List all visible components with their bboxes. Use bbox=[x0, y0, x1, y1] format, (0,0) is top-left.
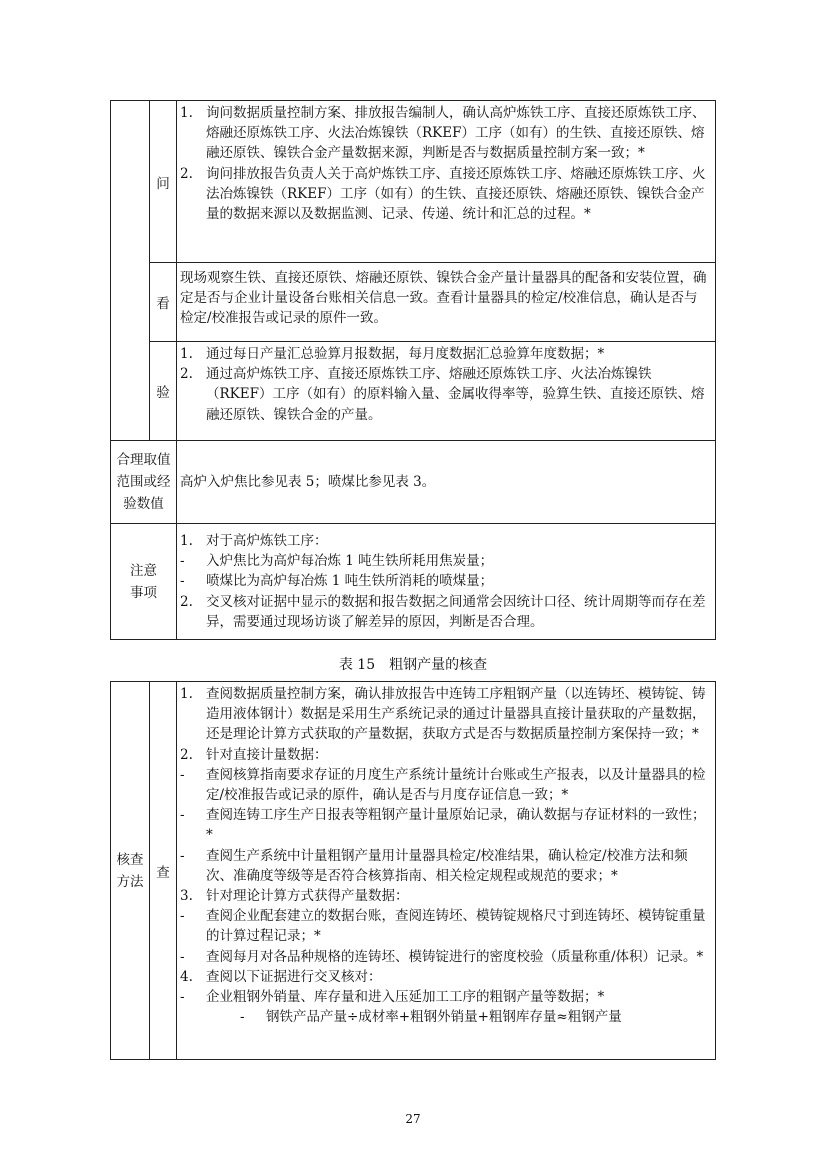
list-item: 1. 对于高炉炼铁工序： bbox=[180, 532, 328, 549]
list-item: - 入炉焦比为高炉每冶炼 1 吨生铁所耗用焦炭量； bbox=[180, 553, 494, 570]
crude-steel-verification-table bbox=[110, 681, 716, 1060]
list-item: - 查阅核算指南要求存证的月度生产系统计量统计台账或生产报表，以及计量器具的检定/校准报告或记录的原件，确认是否与月度存证信息一致；* bbox=[180, 766, 706, 804]
page-number: 27 bbox=[405, 1112, 421, 1126]
range-label: 合理取值 范围或经 验数值 bbox=[111, 441, 177, 524]
ask-label: 问 bbox=[150, 101, 177, 263]
method-label: 核查 方法 bbox=[111, 682, 150, 1060]
notes-label: 注意 事项 bbox=[111, 524, 177, 640]
list-item: 3. 针对理论计算方式获得产量数据： bbox=[180, 888, 409, 905]
list-item: 2. 询问排放报告负责人关于高炉炼铁工序、直接还原炼铁工序、熔融还原炼铁工序、火法冶炼镍铁（RKEF）工序（如有）的生铁、直接还原铁、熔融还原铁、镍铁合金产量的数据来源以及数据监测、记录、传递、统计和汇总的过程。* bbox=[180, 165, 706, 223]
list-item: - 查阅生产系统中计量粗钢产量用计量器具检定/校准结果，确认检定/校准方法和频次、准确度等级等是否符合核算指南、相关检定规程或规范的要求；* bbox=[180, 847, 688, 884]
list-item: 1. 查阅数据质量控制方案，确认排放报告中连铸工序粗钢产量（以连铸坯、模铸锭、铸造用液体钢计）数据是采用生产系统记录的通过计量器具直接计量获取的产量数据，还是理论计算方式获取的产量数据，获取方式是否与数据质量控制方案保持一致；* bbox=[180, 686, 706, 743]
table-number: 表 15 bbox=[338, 657, 376, 673]
list-item: - 企业粗钢外销量、库存量和进入压延加工工序的粗钢产量等数据；* bbox=[180, 989, 605, 1006]
range-content: 高炉入炉焦比参见表 5；喷煤比参见表 3。 bbox=[177, 441, 716, 524]
list-item: - 查阅企业配套建立的数据台账，查阅连铸坯、模铸锭规格尺寸到连铸坯、模铸锭重量的计算过程记录；* bbox=[180, 908, 706, 945]
method-cell-empty bbox=[111, 101, 150, 441]
look-label: 看 bbox=[150, 263, 177, 342]
list-item: 2. 针对直接计量数据： bbox=[180, 746, 328, 763]
list-item: 2. 通过高炉炼铁工序、直接还原炼铁工序、熔融还原炼铁工序、火法冶炼镍铁（RKEF）工序（如有）的原料输入量、金属收得率等，验算生铁、直接还原铁、熔融还原铁、镍铁合金的产量。 bbox=[180, 366, 705, 423]
table-title: 粗钢产量的核查 bbox=[389, 657, 488, 673]
ask-content bbox=[177, 101, 716, 263]
list-item: - 查阅连铸工序生产日报表等粗钢产量计量原始记录，确认数据与存证材料的一致性；* bbox=[180, 807, 706, 844]
check-label: 查 bbox=[150, 682, 177, 1060]
verify-content bbox=[177, 342, 716, 441]
list-item: 2. 交叉核对证据中显示的数据和报告数据之间通常会因统计口径、统计周期等而存在差异，需要通过现场访谈了解差异的原因，判断是否合理。 bbox=[180, 593, 706, 630]
list-item: 4. 查阅以下证据进行交叉核对： bbox=[180, 968, 382, 985]
look-content: 现场观察生铁、直接还原铁、熔融还原铁、镍铁合金产量计量器具的配备和安装位置，确定是否与企业计量设备台账相关信息一致。查看计量器具的检定/校准信息，确认是否与检定/校准报告或记录的原件一致。 bbox=[177, 263, 716, 342]
list-item: 1. 通过每日产量汇总验算月报数据，每月度数据汇总验算年度数据；* bbox=[180, 346, 605, 362]
list-item: - 查阅每月对各品种规格的连铸坯、模铸锭进行的密度校验（质量称重/体积）记录。* bbox=[180, 948, 704, 965]
check-content bbox=[177, 682, 716, 1060]
notes-content bbox=[177, 524, 716, 640]
formula-item: - 钢铁产品产量÷成材率+粗钢外销量+粗钢库存量≈粗钢产量 bbox=[240, 1009, 622, 1026]
table-caption bbox=[0, 654, 826, 674]
verify-label: 验 bbox=[150, 342, 177, 441]
verification-table-continued bbox=[110, 100, 716, 640]
list-item: 1. 询问数据质量控制方案、排放报告编制人，确认高炉炼铁工序、直接还原炼铁工序、熔融还原炼铁工序、火法冶炼镍铁（RKEF）工序（如有）的生铁、直接还原铁、熔融还原铁、镍铁合金产量数据来源，判断是否与数据质量控制方案一致；* bbox=[180, 105, 706, 162]
list-item: - 喷煤比为高炉每冶炼 1 吨生铁所消耗的喷煤量； bbox=[180, 573, 494, 590]
